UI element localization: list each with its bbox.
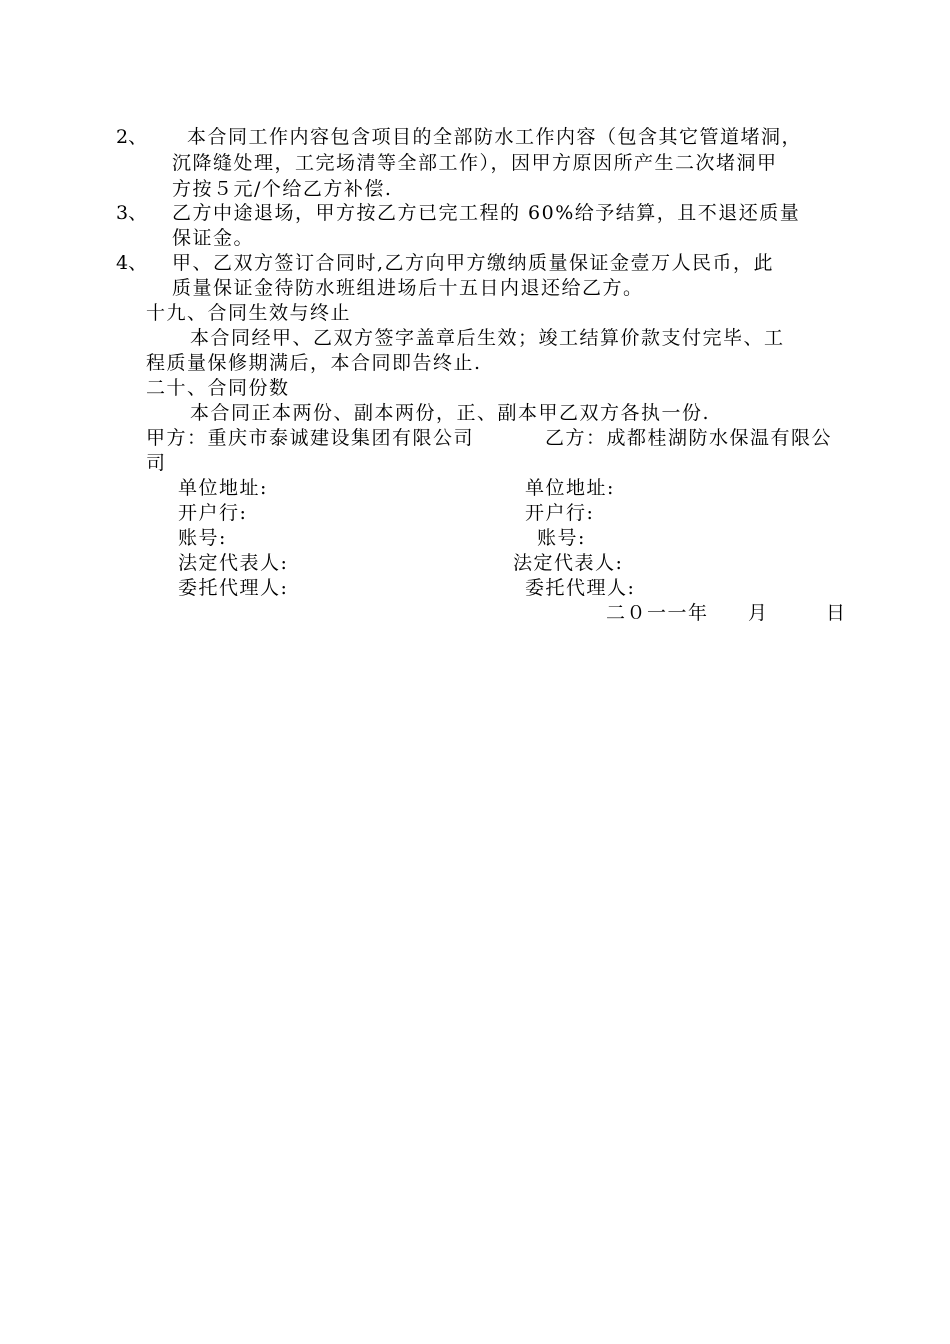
date-month: 月	[748, 602, 769, 624]
party-b-legal-rep-label: 法定代表人:	[513, 552, 624, 574]
section-20-body: 本合同正本两份、副本两份，正、副本甲乙双方各执一份.	[190, 402, 711, 424]
party-a-account-label: 账号:	[178, 527, 227, 549]
party-b-agent-label: 委托代理人:	[525, 577, 636, 599]
item-4-line-2: 质量保证金待防水班组进场后十五日内退还给乙方。	[172, 277, 644, 299]
item-2-line-2: 沉降缝处理，工完场清等全部工作），因甲方原因所产生二次堵洞甲	[172, 152, 778, 174]
item-4-number: 4、	[116, 252, 148, 274]
party-a: 甲方：重庆市泰诚建设集团有限公司	[146, 427, 475, 449]
section-20-heading: 二十、合同份数	[146, 377, 290, 399]
party-a-agent-label: 委托代理人:	[178, 577, 289, 599]
party-b-wrap: 司	[146, 452, 167, 474]
item-3-line-2: 保证金。	[172, 227, 255, 249]
party-a-bank-label: 开户行:	[178, 502, 248, 524]
item-2-number: 2、	[116, 126, 148, 148]
date-year: 二０一一年	[606, 602, 709, 624]
section-19-body-1: 本合同经甲、乙双方签字盖章后生效；竣工结算价款支付完毕、工	[190, 327, 785, 349]
party-b-address-label: 单位地址:	[525, 477, 615, 499]
section-19-body-2: 程质量保修期满后，本合同即告终止.	[146, 352, 482, 374]
item-2-line-1: 本合同工作内容包含项目的全部防水工作内容（包含其它管道堵洞，	[187, 126, 803, 148]
item-4-line-1: 甲、乙双方签订合同时,乙方向甲方缴纳质量保证金壹万人民币，此	[172, 252, 775, 274]
section-19-heading: 十九、合同生效与终止	[146, 302, 352, 324]
party-b-account-label: 账号:	[537, 527, 586, 549]
date-day: 日	[826, 602, 847, 624]
item-3-number: 3、	[116, 202, 148, 224]
party-b-bank-label: 开户行:	[525, 502, 595, 524]
item-3-line-1: 乙方中途退场，甲方按乙方已完工程的 60%给予结算，且不退还质量	[172, 202, 801, 224]
party-a-legal-rep-label: 法定代表人:	[178, 552, 289, 574]
item-2-line-3: 方按５元/个给乙方补偿.	[172, 178, 393, 200]
party-a-address-label: 单位地址:	[178, 477, 268, 499]
party-b: 乙方：成都桂湖防水保温有限公	[545, 427, 833, 449]
